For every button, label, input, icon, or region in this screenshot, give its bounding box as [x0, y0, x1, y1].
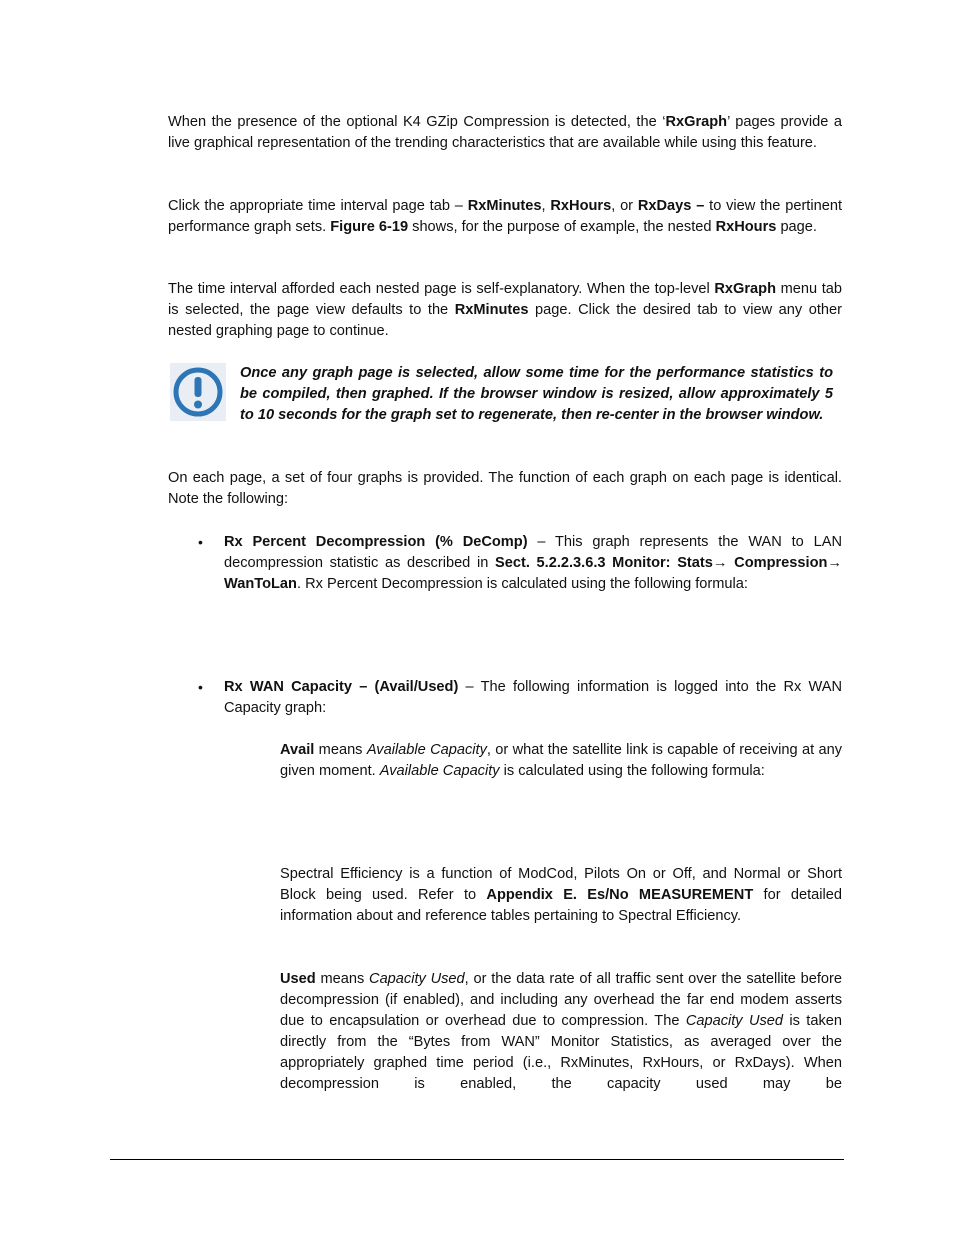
note-text: Once any graph page is selected, allow some time for the performance statistics to be compiled, then graphed. If the browser window is resized, allow approximately 5 to 10 seconds for the graph set to regenerate, then re-center in the browser window. [240, 365, 833, 423]
four-graphs-paragraph: On each page, a set of four graphs is provided. The function of each graph on each page is identical. Note the following: [168, 470, 842, 507]
time-interval-paragraph [168, 279, 842, 342]
used-paragraph [280, 969, 842, 1095]
text-run: for detailed information about and reference tables pertaining to Spectral Efficiency. [280, 887, 842, 924]
bullet-marker: • [198, 534, 203, 550]
text-run: , [541, 198, 551, 214]
rxgraph-term: RxGraph [665, 114, 728, 130]
used-term: Used [280, 971, 316, 987]
avail-paragraph [280, 740, 842, 782]
spectral-efficiency-paragraph [280, 864, 842, 927]
text-run: means [315, 971, 370, 987]
rxhours-term: RxHours [715, 219, 777, 235]
bullet-marker: • [198, 679, 203, 695]
capacity-used-term: Capacity Used [685, 1013, 784, 1029]
text-run: – This graph represents the WAN to LAN decompression statistic as described in [224, 534, 842, 571]
text-run: is taken directly from the “Bytes from WAN” Monitor Statistics, as averaged over the appropriately graphed time period (i.e., RxMinutes, RxHours, or RxDays). When decompression is enabled, the capacity used may be [280, 1013, 842, 1092]
appendix-reference: Appendix E. Es/No MEASUREMENT [486, 887, 754, 903]
text-run: When the presence of the optional K4 GZip Compression is detected, the ‘ [168, 114, 666, 130]
intro-paragraph [168, 112, 842, 154]
text-run: to view the pertinent performance graph sets. [168, 198, 843, 235]
rxminutes-term: RxMinutes [454, 302, 529, 318]
item-heading: Rx Percent Decompression (% DeComp) [224, 534, 528, 550]
text-run: page. Click the desired tab to view any other nested graphing page to continue. [168, 302, 842, 339]
section-reference: Sect. 5.2.2.3.6.3 Monitor: Stats [495, 555, 713, 571]
notice-exclamation-icon [170, 363, 226, 421]
arrow-right-icon: → [827, 555, 842, 571]
section-reference: Compression [727, 555, 828, 571]
footer-divider [110, 1159, 844, 1160]
text-run: menu tab is selected, the page view defaults to the [168, 281, 843, 318]
capacity-used-term: Capacity Used [369, 971, 465, 987]
available-capacity-term: Available Capacity [379, 763, 500, 779]
rxhours-term: RxHours [550, 198, 612, 214]
item-heading: Rx WAN Capacity – (Avail/Used) [224, 679, 459, 695]
text-run: Spectral Efficiency is a function of ModCod, Pilots On or Off, and Normal or Short Block being used. Refer to [280, 866, 842, 903]
text-run: , or what the satellite link is capable of receiving at any given moment. [280, 742, 842, 779]
text-run: shows, for the purpose of example, the nested [408, 219, 716, 235]
figure-reference: Figure 6-19 [330, 219, 409, 235]
wan-capacity-item [224, 677, 842, 719]
text-run: The time interval afforded each nested page is self-explanatory. When the top-level [168, 281, 715, 297]
rxdays-term: RxDays – [637, 198, 705, 214]
rxminutes-term: RxMinutes [467, 198, 542, 214]
text-run: ’ pages provide a live graphical representation of the trending characteristics that are available while using this feature. [168, 114, 843, 151]
rxgraph-term: RxGraph [714, 281, 776, 297]
text-run: Click the appropriate time interval page tab – [168, 198, 468, 214]
arrow-right-icon: → [712, 555, 728, 571]
text-run: . Rx Percent Decompression is calculated using the following formula: [296, 576, 748, 592]
text-run: means [314, 742, 367, 758]
text-run: , or [611, 198, 638, 214]
text-run: – The following information is logged into the Rx WAN Capacity graph: [224, 679, 843, 716]
text-run: is calculated using the following formula: [499, 763, 765, 779]
tab-instructions-paragraph [168, 196, 842, 238]
available-capacity-term: Available Capacity [366, 742, 487, 758]
text-run: page. [776, 219, 817, 235]
text-run: , or the data rate of all traffic sent over the satellite before decompression (if enabled), and including any overhead the far end modem asserts due to encapsulation or overhead due to compression. The [280, 971, 843, 1029]
avail-term: Avail [280, 742, 315, 758]
section-reference: WanToLan [224, 576, 297, 592]
percent-decompression-item [224, 532, 842, 595]
